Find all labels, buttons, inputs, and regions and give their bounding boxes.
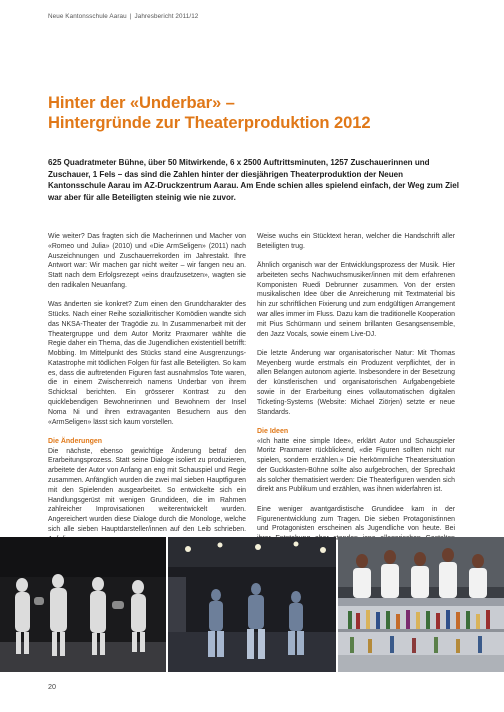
header-report: Jahresbericht 2011/12 — [134, 13, 199, 20]
text-column-left — [48, 232, 246, 554]
paragraph: Die nächste, ebenso gewichtige Änderung betraf den Erarbeitungsprozess. Statt seine Dialoge isoliert zu produzieren, arbeitete der Autor von Anfang an eng mit Schauspiel und Regie zusammen. Anfänglich wurden die zwei mal sieben Hauptfiguren mit den Spielenden ausgearbeitet. So entwickelte sich ein Handlungsgerüst mit wenigen Grundideen, die im Rahmen zahlreicher Improvisationen weiterentwickelt wurden. Angereichert wurden diese Dialoge durch die Monologe, welche sich alle sieben Hauptdarsteller/innen auf den Leib schrieben. — [48, 447, 246, 533]
title-line-2: Hintergründe zur Theaterproduktion 2012 — [48, 112, 371, 132]
article-title — [48, 93, 448, 132]
paragraph: Eine weniger avantgardistische Grundidee kam in der Figurenentwicklung zum Tragen. Die sieben Protagonistinnen und Protagonisten erscheinen als Jugendliche von heute. Bei — [257, 505, 455, 533]
title-line-1: Hinter der «Underbar» – — [48, 93, 235, 112]
paragraph: Wie weiter? Das fragten sich die Macherinnen und Macher von «Romeo und Julia» (2010) und «Die ArmSeligen» (2011) nach Auszeichnungen und Zuschauerrekorden im Jahrestakt. Ihre Antwort war: Wir machen gar nicht weiter – wir fangen neu an. Statt nach dem Erfolgsrezept «eins draufzusetzen», wagten sie den radikalen Neuanfang. — [48, 233, 246, 289]
stage-photo-dance — [168, 537, 336, 672]
paragraph: Was änderten sie konkret? Zum einen den Grundcharakter des Stücks. Nach einer Reihe sozialkritischer Komödien wandte sich das NKSA-Theater der Tragödie zu. In Zusammenarbeit mit der Theatergruppe und dem Autor Moritz Praxmarer wählte die Regie daher ein Thema, das die Jugendlichen existentiell betrifft: Mobbing. Im Mittelpunkt des Stücks stand eine Ausgrenzungs-Katastrophe mit tödlichen Folgen für fast alle Beteiligten. So kam es, dass die auftretenden Figuren fast ausnahmslos Tote waren, die in einem Zwischenreich namens Underbar von ihrem Schicksal berichten. Ein grösserer Kontrast zu den quicklebendigen Bewohnerinnen und Bewohnern der Insel Noma Ni und ihren extravaganten Besuchern aus den «ArmSeligen» lässt sich kaum vorstellen. — [48, 301, 246, 426]
lead-paragraph: 625 Quadratmeter Bühne, über 50 Mitwirkende, 6 x 2500 Auftrittsminuten, 1257 Zuschauerinnen und Zuschauer, 1 Fels – das sind die Zahlen hinter der diesjährigen Theaterproduktion der Neuen Kantonsschule Aarau im AZ-Druckzentrum Aarau. Am Ende schien alles spielend einfach, der Weg zum Ziel war aber für alle Beteiligten steinig wie nie zuvor. — [48, 158, 459, 203]
running-header — [48, 13, 198, 20]
text-column-right — [257, 232, 455, 563]
paragraph: Ähnlich organisch war der Entwicklungsprozess der Musik. Hier arbeiteten sechs Nachwuchsmusiker/innen mit dem erfahrenen Komponisten Ruedi Debrunner zusammen. Von der ersten musikalischen Idee über die Anreicherung mit Textmaterial bis hin zur schriftlichen Fixierung und zum endgültigen Arrangement war alles immer im Fluss. Dazu kam die traditionelle Kooperation mit Pius Schürmann und seinem brillanten Gesangsensemble, den Jazz Vocals, sowie einem Live-DJ. — [257, 262, 455, 338]
header-separator: | — [129, 13, 132, 20]
paragraph: Weise wuchs ein Stücktext heran, welcher die Handschrift aller Beteiligten trug. — [257, 233, 455, 250]
page-number: 20 — [48, 682, 56, 691]
paragraph: Die letzte Änderung war organisatorischer Natur: Mit Thomas Meyenberg wurde erstmals ein Produzent verpflichtet, der in allen Belangen autonom agierte. Insbesondere in der Besetzung der künstlerischen und organisatorischen Aufgabengebiete sowie in der Erarbeitung eines vollautomatischen digitalen Ticketing-Systems (Website: Michael Ziörjen) setzte er neue Standards. — [257, 349, 455, 416]
photo-strip — [0, 537, 504, 672]
paragraph: «Ich hatte eine simple Idee», erklärt Autor und Schauspieler Moritz Praxmarer rückblickend, «die Figuren sollten nicht nur spielen, sondern erzählen.» Die herkömmliche Theatersituation der Guckkasten-Bühne sollte also aufgebrochen, der Sprechakt als solcher thematisiert werden: Die Theaterfiguren wenden sich direkt ans Publikum und erzählen, was ihnen widerfahren ist. — [257, 437, 455, 494]
stage-photo-bar — [338, 537, 504, 672]
section-heading-aenderungen: Die Änderungen — [48, 437, 103, 445]
header-school: Neue Kantonsschule Aarau — [48, 13, 127, 20]
section-heading-ideen: Die Ideen — [257, 427, 289, 435]
stage-photo-ghosts — [0, 537, 166, 672]
